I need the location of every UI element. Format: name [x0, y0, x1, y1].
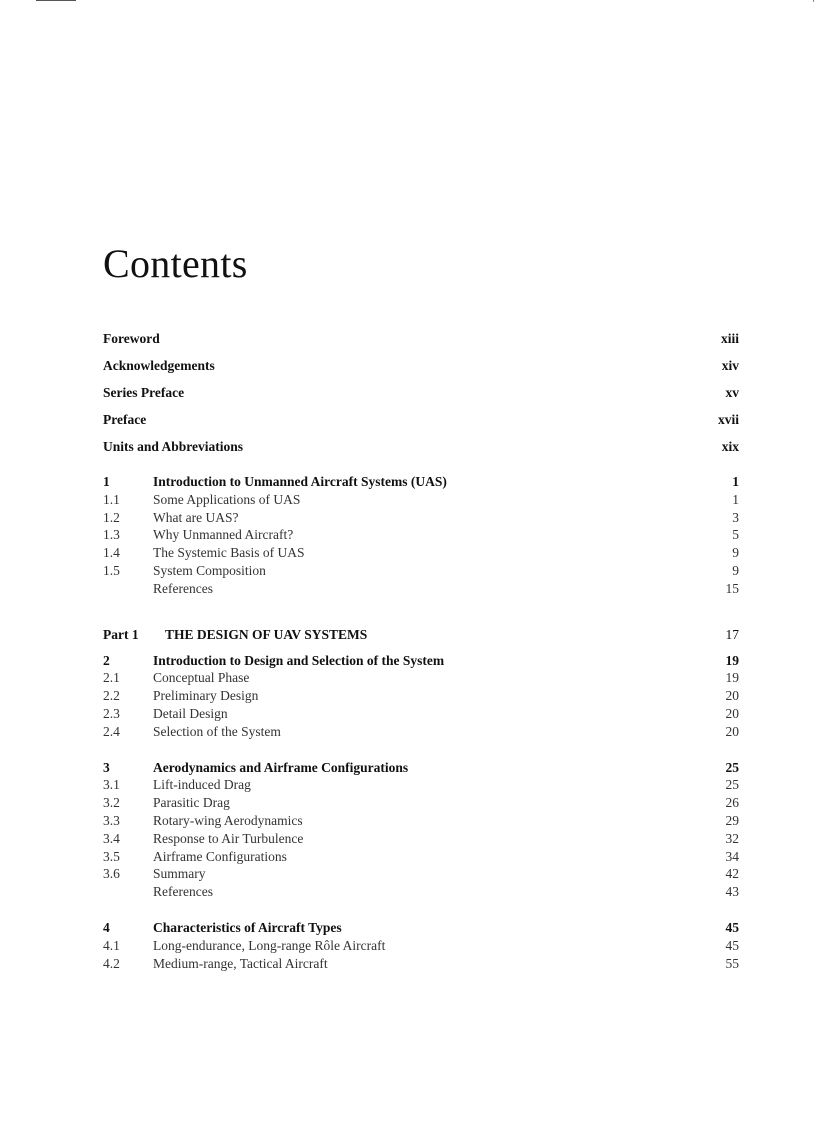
- chapter-4: [103, 919, 739, 972]
- section-page: 15: [725, 580, 739, 596]
- chapter-2: [103, 652, 739, 741]
- chapter-page: 45: [725, 919, 739, 935]
- section-number: 1.2: [103, 509, 120, 525]
- chapter-heading[interactable]: [103, 759, 739, 777]
- chapter-title: Aerodynamics and Airframe Configurations: [153, 759, 409, 775]
- part-number: Part 1: [103, 626, 139, 642]
- part-title: THE DESIGN OF UAV SYSTEMS: [165, 626, 368, 642]
- section-page: 32: [725, 830, 739, 846]
- section-title: Airframe Configurations: [153, 848, 287, 864]
- references-row[interactable]: [103, 883, 739, 901]
- toc-entry-label: Preface: [103, 412, 147, 427]
- front-matter-list: [103, 330, 739, 465]
- section-page: 20: [725, 723, 739, 739]
- section-number: [103, 580, 153, 598]
- chapter-title: Characteristics of Aircraft Types: [153, 919, 342, 935]
- toc-entry-label: Foreword: [103, 331, 160, 346]
- section-number: 4.2: [103, 955, 120, 971]
- section-number: 3.1: [103, 777, 120, 793]
- chapter-heading[interactable]: [103, 652, 739, 670]
- section-page: 26: [725, 795, 739, 811]
- toc-entry-page: xv: [725, 385, 739, 400]
- section-page: 43: [725, 884, 739, 900]
- toc-entry-foreword[interactable]: [103, 330, 739, 357]
- section-title: Conceptual Phase: [153, 670, 250, 686]
- toc-entry-preface[interactable]: [103, 411, 739, 438]
- section-page: 9: [732, 562, 739, 578]
- section-number: 2.4: [103, 723, 120, 739]
- part-page: 17: [725, 626, 739, 642]
- section-title: Some Applications of UAS: [153, 491, 301, 507]
- section-title: Response to Air Turbulence: [153, 830, 304, 846]
- section-row[interactable]: [103, 812, 739, 830]
- section-title: Preliminary Design: [153, 688, 259, 704]
- section-number: 1.5: [103, 562, 120, 578]
- section-number: 3.6: [103, 866, 120, 882]
- section-number: 3.5: [103, 848, 120, 864]
- section-page: 5: [732, 527, 739, 543]
- section-row[interactable]: [103, 562, 739, 580]
- section-number: 2.2: [103, 688, 120, 704]
- section-row[interactable]: [103, 794, 739, 812]
- references-row[interactable]: [103, 580, 739, 598]
- section-row[interactable]: [103, 937, 739, 955]
- section-page: 45: [725, 937, 739, 953]
- chapter-page: 19: [725, 652, 739, 668]
- section-number: [103, 883, 153, 901]
- section-title: References: [153, 884, 213, 900]
- chapter-number: 1: [103, 474, 110, 489]
- toc-entry-page: xiii: [720, 331, 739, 346]
- section-title: System Composition: [153, 562, 266, 578]
- section-row[interactable]: [103, 509, 739, 527]
- section-title: Why Unmanned Aircraft?: [153, 527, 294, 543]
- section-number: 1.4: [103, 545, 120, 561]
- section-number: 3.3: [103, 812, 120, 828]
- section-number: 1.1: [103, 491, 120, 507]
- toc-entry-label: Units and Abbreviations: [103, 439, 244, 454]
- section-page: 19: [725, 670, 739, 686]
- chapter-title: Introduction to Design and Selection of the System: [153, 652, 445, 668]
- section-title: Lift-induced Drag: [153, 777, 251, 793]
- section-row[interactable]: [103, 865, 739, 883]
- section-page: 3: [732, 509, 739, 525]
- section-page: 20: [725, 688, 739, 704]
- section-row[interactable]: [103, 848, 739, 866]
- section-page: 20: [725, 705, 739, 721]
- section-number: 2.1: [103, 670, 120, 686]
- table-of-contents: [103, 330, 739, 972]
- section-page: 9: [732, 545, 739, 561]
- section-title: Rotary-wing Aerodynamics: [153, 812, 303, 828]
- section-title: What are UAS?: [153, 509, 239, 525]
- page-title: Contents: [103, 241, 248, 286]
- section-row[interactable]: [103, 723, 739, 741]
- section-number: 4.1: [103, 937, 120, 953]
- part-heading[interactable]: [103, 626, 739, 644]
- section-title: References: [153, 580, 213, 596]
- section-row[interactable]: [103, 705, 739, 723]
- section-row[interactable]: [103, 544, 739, 562]
- section-page: 25: [725, 777, 739, 793]
- section-page: 42: [725, 866, 739, 882]
- section-row[interactable]: [103, 669, 739, 687]
- chapter-number: 4: [103, 919, 110, 935]
- chapter-1: [103, 473, 739, 598]
- chapter-heading[interactable]: [103, 919, 739, 937]
- page-corner-mark: [813, 0, 814, 2]
- section-title: Detail Design: [153, 705, 228, 721]
- section-page: 34: [725, 848, 739, 864]
- section-title: Selection of the System: [153, 723, 281, 739]
- section-number: 3.2: [103, 795, 120, 811]
- section-row[interactable]: [103, 776, 739, 794]
- section-row[interactable]: [103, 955, 739, 973]
- section-title: Long-endurance, Long-range Rôle Aircraft: [153, 937, 386, 953]
- section-title: The Systemic Basis of UAS: [153, 545, 305, 561]
- chapter-title: Introduction to Unmanned Aircraft Systems (UAS): [153, 474, 447, 489]
- toc-entry-label: Acknowledgements: [103, 358, 215, 373]
- toc-entry-page: xiv: [721, 358, 739, 373]
- section-number: 1.3: [103, 527, 120, 543]
- toc-entry-label: Series Preface: [103, 385, 185, 400]
- toc-entry-page: xvii: [717, 412, 739, 427]
- section-page: 1: [732, 491, 739, 507]
- page-corner-rule: [36, 0, 76, 1]
- section-page: 29: [725, 812, 739, 828]
- toc-entry-page: xix: [721, 439, 739, 454]
- chapter-number: 3: [103, 759, 110, 775]
- section-row[interactable]: [103, 830, 739, 848]
- section-page: 55: [725, 955, 739, 971]
- section-title: Parasitic Drag: [153, 795, 230, 811]
- toc-entry-series-preface[interactable]: [103, 384, 739, 411]
- chapter-3: [103, 759, 739, 901]
- chapter-heading[interactable]: [103, 473, 739, 491]
- toc-entry-units-abbreviations[interactable]: [103, 438, 739, 465]
- chapter-page: 1: [732, 474, 739, 489]
- toc-entry-acknowledgements[interactable]: [103, 357, 739, 384]
- chapter-number: 2: [103, 652, 110, 668]
- section-row[interactable]: [103, 491, 739, 509]
- section-number: 2.3: [103, 705, 120, 721]
- chapter-page: 25: [725, 759, 739, 775]
- section-title: Medium-range, Tactical Aircraft: [153, 955, 328, 971]
- section-row[interactable]: [103, 687, 739, 705]
- section-number: 3.4: [103, 830, 120, 846]
- section-row[interactable]: [103, 526, 739, 544]
- section-title: Summary: [153, 866, 206, 882]
